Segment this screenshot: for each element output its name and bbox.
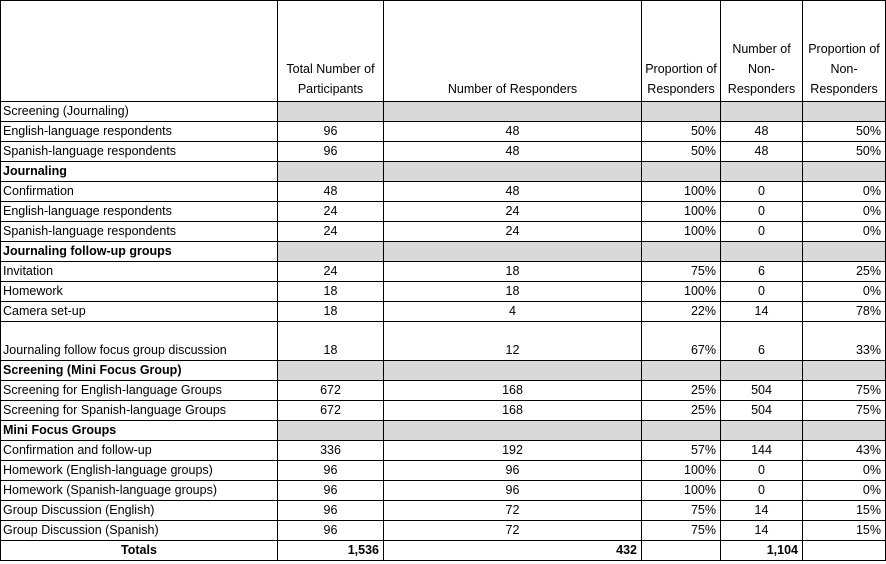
section-shade-cell	[384, 242, 642, 262]
section-shade-cell	[721, 102, 803, 122]
prop-non-responders-cell: 33%	[803, 322, 886, 361]
section-shade-cell	[803, 162, 886, 182]
prop-non-responders-cell: 0%	[803, 282, 886, 302]
section-label: Screening (Journaling)	[1, 102, 278, 122]
totals-row	[1, 541, 886, 561]
prop-non-responders-cell: 0%	[803, 202, 886, 222]
prop-responders-cell: 75%	[642, 262, 721, 282]
total-participants-cell: 24	[278, 202, 384, 222]
section-row	[1, 102, 886, 122]
responders-cell: 48	[384, 182, 642, 202]
prop-responders-cell: 50%	[642, 122, 721, 142]
section-shade-cell	[721, 421, 803, 441]
total-participants-cell: 96	[278, 501, 384, 521]
responders-cell: 24	[384, 202, 642, 222]
section-shade-cell	[642, 242, 721, 262]
section-shade-cell	[642, 361, 721, 381]
prop-non-responders-cell: 15%	[803, 521, 886, 541]
prop-non-responders-cell: 50%	[803, 122, 886, 142]
section-shade-cell	[278, 242, 384, 262]
section-row	[1, 242, 886, 262]
section-label: Journaling	[1, 162, 278, 182]
total-participants-cell: 18	[278, 322, 384, 361]
row-label: Homework	[1, 282, 278, 302]
prop-responders-cell: 50%	[642, 142, 721, 162]
row-label: Homework (Spanish-language groups)	[1, 481, 278, 501]
prop-non-responders-cell: 0%	[803, 182, 886, 202]
prop-responders-cell: 75%	[642, 521, 721, 541]
responders-cell: 168	[384, 381, 642, 401]
section-label: Journaling follow-up groups	[1, 242, 278, 262]
row-label: Confirmation and follow-up	[1, 441, 278, 461]
responders-cell: 18	[384, 262, 642, 282]
non-responders-cell: 504	[721, 401, 803, 421]
prop-responders-cell: 57%	[642, 441, 721, 461]
section-shade-cell	[278, 102, 384, 122]
section-label: Screening (Mini Focus Group)	[1, 361, 278, 381]
header-responders: Number of Responders	[384, 1, 642, 102]
row-label: Spanish-language respondents	[1, 142, 278, 162]
prop-responders-cell: 100%	[642, 202, 721, 222]
section-shade-cell	[721, 242, 803, 262]
totals-label: Totals	[1, 541, 278, 561]
section-shade-cell	[278, 421, 384, 441]
section-shade-cell	[642, 162, 721, 182]
responders-cell: 48	[384, 142, 642, 162]
totals-non-responders-cell: 1,104	[721, 541, 803, 561]
header-blank-cell	[1, 1, 278, 102]
total-participants-cell: 96	[278, 521, 384, 541]
responders-cell: 168	[384, 401, 642, 421]
table-row	[1, 122, 886, 142]
responders-cell: 72	[384, 521, 642, 541]
prop-responders-cell: 22%	[642, 302, 721, 322]
non-responders-cell: 14	[721, 521, 803, 541]
section-shade-cell	[278, 361, 384, 381]
non-responders-cell: 6	[721, 262, 803, 282]
section-shade-cell	[721, 361, 803, 381]
responders-cell: 192	[384, 441, 642, 461]
responders-cell: 72	[384, 501, 642, 521]
section-shade-cell	[384, 162, 642, 182]
table-row	[1, 521, 886, 541]
section-shade-cell	[803, 361, 886, 381]
row-label: Spanish-language respondents	[1, 222, 278, 242]
table-row	[1, 142, 886, 162]
non-responders-cell: 144	[721, 441, 803, 461]
total-participants-cell: 96	[278, 481, 384, 501]
prop-non-responders-cell: 75%	[803, 401, 886, 421]
non-responders-cell: 6	[721, 322, 803, 361]
prop-non-responders-cell: 0%	[803, 481, 886, 501]
responders-cell: 96	[384, 461, 642, 481]
responders-cell: 24	[384, 222, 642, 242]
total-participants-cell: 96	[278, 142, 384, 162]
totals-participants-cell: 1,536	[278, 541, 384, 561]
header-row	[1, 1, 886, 102]
responders-cell: 48	[384, 122, 642, 142]
total-participants-cell: 24	[278, 222, 384, 242]
non-responders-cell: 504	[721, 381, 803, 401]
prop-non-responders-cell: 50%	[803, 142, 886, 162]
prop-responders-cell: 100%	[642, 182, 721, 202]
section-shade-cell	[642, 421, 721, 441]
non-responders-cell: 0	[721, 222, 803, 242]
row-label: English-language respondents	[1, 202, 278, 222]
responders-cell: 12	[384, 322, 642, 361]
header-non-responders: Number of Non-Responders	[721, 1, 803, 102]
prop-non-responders-cell: 0%	[803, 461, 886, 481]
row-label: Camera set-up	[1, 302, 278, 322]
row-label: Journaling follow focus group discussion	[1, 322, 278, 361]
prop-responders-cell: 100%	[642, 222, 721, 242]
row-label: Homework (English-language groups)	[1, 461, 278, 481]
table-row	[1, 202, 886, 222]
non-responders-cell: 0	[721, 202, 803, 222]
section-shade-cell	[803, 242, 886, 262]
table-row	[1, 381, 886, 401]
totals-responders-cell: 432	[384, 541, 642, 561]
table-row	[1, 481, 886, 501]
total-participants-cell: 672	[278, 401, 384, 421]
row-label: Screening for Spanish-language Groups	[1, 401, 278, 421]
total-participants-cell: 18	[278, 282, 384, 302]
section-shade-cell	[384, 102, 642, 122]
header-total-participants: Total Number of Participants	[278, 1, 384, 102]
section-shade-cell	[278, 162, 384, 182]
row-label: Invitation	[1, 262, 278, 282]
table-row	[1, 282, 886, 302]
table-row	[1, 322, 886, 361]
table-row	[1, 401, 886, 421]
total-participants-cell: 48	[278, 182, 384, 202]
total-participants-cell: 18	[278, 302, 384, 322]
non-responders-cell: 14	[721, 501, 803, 521]
non-responders-cell: 0	[721, 182, 803, 202]
responders-cell: 18	[384, 282, 642, 302]
table-row	[1, 222, 886, 242]
section-shade-cell	[803, 421, 886, 441]
totals-empty-cell	[803, 541, 886, 561]
header-prop-non-responders: Proportion of Non-Responders	[803, 1, 886, 102]
header-prop-responders: Proportion of Responders	[642, 1, 721, 102]
section-shade-cell	[642, 102, 721, 122]
non-responders-cell: 14	[721, 302, 803, 322]
table-row	[1, 461, 886, 481]
total-participants-cell: 672	[278, 381, 384, 401]
table-row	[1, 302, 886, 322]
row-label: Screening for English-language Groups	[1, 381, 278, 401]
table-row	[1, 441, 886, 461]
prop-responders-cell: 100%	[642, 282, 721, 302]
row-label: Group Discussion (English)	[1, 501, 278, 521]
responders-cell: 4	[384, 302, 642, 322]
total-participants-cell: 96	[278, 461, 384, 481]
prop-responders-cell: 25%	[642, 381, 721, 401]
prop-non-responders-cell: 0%	[803, 222, 886, 242]
row-label: English-language respondents	[1, 122, 278, 142]
section-row	[1, 421, 886, 441]
prop-non-responders-cell: 43%	[803, 441, 886, 461]
table-row	[1, 182, 886, 202]
prop-non-responders-cell: 25%	[803, 262, 886, 282]
prop-responders-cell: 75%	[642, 501, 721, 521]
non-responders-cell: 0	[721, 481, 803, 501]
total-participants-cell: 336	[278, 441, 384, 461]
row-label: Group Discussion (Spanish)	[1, 521, 278, 541]
total-participants-cell: 96	[278, 122, 384, 142]
total-participants-cell: 24	[278, 262, 384, 282]
responders-cell: 96	[384, 481, 642, 501]
row-label: Confirmation	[1, 182, 278, 202]
non-responders-cell: 0	[721, 282, 803, 302]
prop-responders-cell: 67%	[642, 322, 721, 361]
prop-non-responders-cell: 15%	[803, 501, 886, 521]
non-responders-cell: 48	[721, 122, 803, 142]
section-row	[1, 162, 886, 182]
non-responders-cell: 48	[721, 142, 803, 162]
section-shade-cell	[721, 162, 803, 182]
section-label: Mini Focus Groups	[1, 421, 278, 441]
table-row	[1, 262, 886, 282]
totals-empty-cell	[642, 541, 721, 561]
section-shade-cell	[384, 421, 642, 441]
prop-responders-cell: 100%	[642, 481, 721, 501]
non-responders-cell: 0	[721, 461, 803, 481]
prop-non-responders-cell: 78%	[803, 302, 886, 322]
prop-responders-cell: 100%	[642, 461, 721, 481]
prop-responders-cell: 25%	[642, 401, 721, 421]
prop-non-responders-cell: 75%	[803, 381, 886, 401]
section-shade-cell	[384, 361, 642, 381]
table-row	[1, 501, 886, 521]
section-shade-cell	[803, 102, 886, 122]
section-row	[1, 361, 886, 381]
